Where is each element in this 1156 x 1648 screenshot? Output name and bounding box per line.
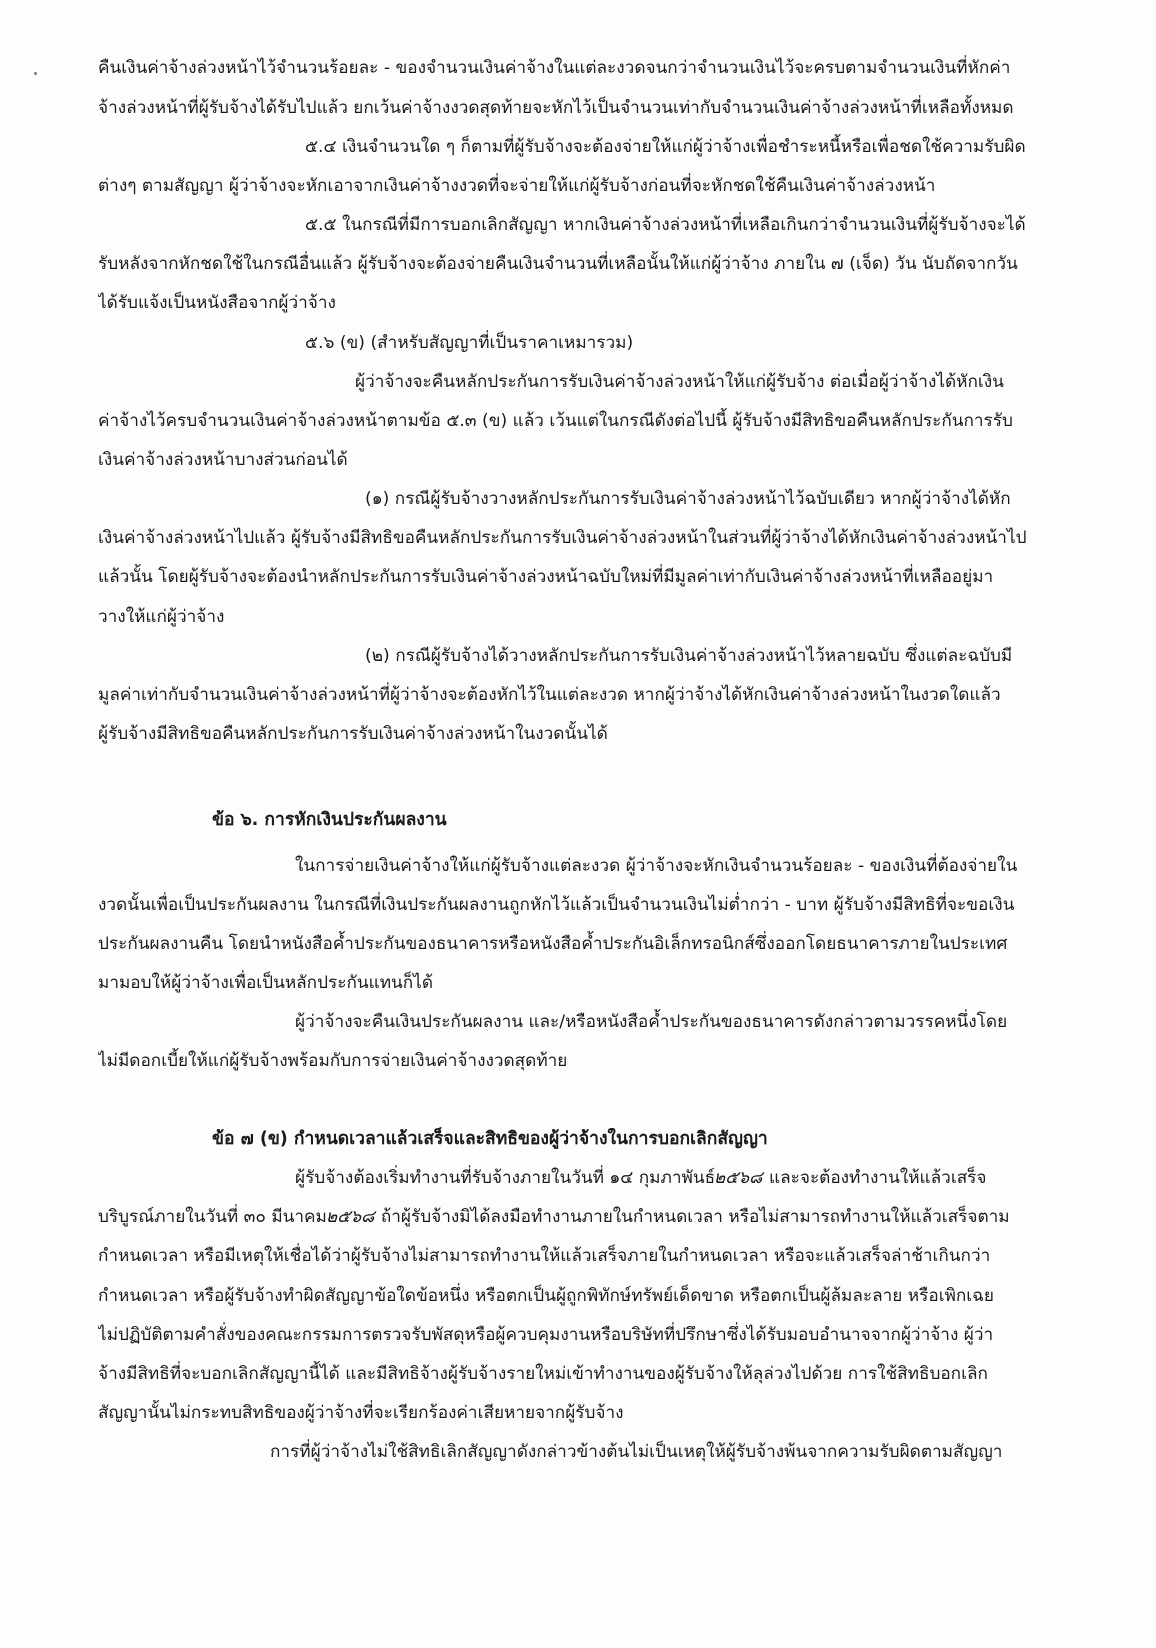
text-line: จ้างมีสิทธิที่จะบอกเลิกสัญญานี้ได้ และมีสิทธิจ้างผู้รับจ้างรายใหม่เข้าทำงานของผู้รับจ้างให้ลุล่วงไปด้วย การใช้สิทธิบอกเลิก [98,1364,988,1384]
text-line: คืนเงินค่าจ้างล่วงหน้าไว้จำนวนร้อยละ - ของจำนวนเงินค่าจ้างในแต่ละงวดจนกว่าจำนวนเงินไว้จะครบตามจำนวนเงินที่หักค่า [98,58,1011,78]
text-line: ผู้รับจ้างมีสิทธิขอคืนหลักประกันการรับเงินค่าจ้างล่วงหน้าในงวดนั้นได้ [98,724,608,744]
text-line: ๕.๖ (ข) (สำหรับสัญญาที่เป็นราคาเหมารวม) [305,333,634,353]
scan-speck [34,72,37,75]
text-line [98,1204,1058,1230]
text-line: ๕.๕ ในกรณีที่มีการบอกเลิกสัญญา หากเงินค่าจ้างล่วงหน้าที่เหลือเกินกว่าจำนวนเงินที่ผู้รับจ้างจะได้ [305,215,1026,235]
text-line: ในการจ่ายเงินค่าจ้างให้แก่ผู้รับจ้างแต่ละงวด ผู้ว่าจ้างจะหักเงินจำนวนร้อยละ - ของเงินที่ต้องจ่ายใน [295,856,1018,876]
text-line: ไม่มีดอกเบี้ยให้แก่ผู้รับจ้างพร้อมกับการจ่ายเงินค่าจ้างงวดสุดท้าย [98,1051,568,1071]
text-line: งวดนั้นเพื่อเป็นประกันผลงาน ในกรณีที่เงินประกันผลงานถูกหักไว้แล้วเป็นจำนวนเงินไม่ต่ำกว่า - บาท ผู้รับจ้างมีสิทธิที่จะขอเงิน [98,895,1015,915]
text-line: เงินค่าจ้างล่วงหน้าไปแล้ว ผู้รับจ้างมีสิทธิขอคืนหลักประกันการรับเงินค่าจ้างล่วงหน้าในส่วนที่ผู้ว่าจ้างได้หักเงินค่าจ้างล่วงหน้าไป [98,528,1027,548]
text-line: มามอบให้ผู้ว่าจ้างเพื่อเป็นหลักประกันแทนก็ได้ [98,973,433,993]
text-segment: ถ้าผู้รับจ้างมิได้ลงมือทำงานภายในกำหนดเวลา หรือไม่สามารถทำงานให้แล้วเสร็จตาม [375,1207,1010,1227]
text-line: รับหลังจากหักชดใช้ในกรณีอื่นแล้ว ผู้รับจ้างจะต้องจ่ายคืนเงินจำนวนที่เหลือนั้นให้แก่ผู้ว่าจ้าง ภายใน ๗ (เจ็ด) วัน นับถัดจากวัน [98,254,1018,274]
text-line: ค่าจ้างไว้ครบจำนวนเงินค่าจ้างล่วงหน้าตามข้อ ๕.๓ (ข) แล้ว เว้นแต่ในกรณีดังต่อไปนี้ ผู้รับจ้างมีสิทธิขอคืนหลักประกันการรับ [98,411,1013,431]
text-line: กำหนดเวลา หรือผู้รับจ้างทำผิดสัญญาข้อใดข้อหนึ่ง หรือตกเป็นผู้ถูกพิทักษ์ทรัพย์เด็ดขาด หรือตกเป็นผู้ล้มละลาย หรือเพิกเฉย [98,1286,994,1306]
handwritten-year: ๒๕๖๘ [711,1165,768,1191]
text-line [295,1165,1058,1191]
text-line: ประกันผลงานคืน โดยนำหนังสือค้ำประกันของธนาคารหรือหนังสือค้ำประกันอิเล็กทรอนิกส์ซึ่งออกโดยธนาคารภายในประเทศ [98,934,1008,954]
text-line: วางให้แก่ผู้ว่าจ้าง [98,607,225,627]
section-heading: ข้อ ๖. การหักเงินประกันผลงาน [212,810,447,830]
text-line: ต่างๆ ตามสัญญา ผู้ว่าจ้างจะหักเอาจากเงินค่าจ้างงวดที่จะจ่ายให้แก่ผู้รับจ้างก่อนที่จะหักชดใช้คืนเงินค่าจ้างล่วงหน้า [98,176,936,196]
text-line: แล้วนั้น โดยผู้รับจ้างจะต้องนำหลักประกันการรับเงินค่าจ้างล่วงหน้าฉบับใหม่ที่มีมูลค่าเท่ากับเงินค่าจ้างล่วงหน้าที่เหลืออยู่มา [98,567,994,587]
text-line: (๒) กรณีผู้รับจ้างได้วางหลักประกันการรับเงินค่าจ้างล่วงหน้าไว้หลายฉบับ ซึ่งแต่ละฉบับมี [365,646,1013,666]
text-segment: ผู้รับจ้างต้องเริ่มทำงานที่รับจ้างภายในวันที่ ๑๔ กุมภาพันธ์ [295,1168,716,1188]
text-line: การที่ผู้ว่าจ้างไม่ใช้สิทธิเลิกสัญญาดังกล่าวข้างต้นไม่เป็นเหตุให้ผู้รับจ้างพ้นจากความรับผิดตามสัญญา [270,1442,1003,1462]
text-line: ๕.๔ เงินจำนวนใด ๆ ก็ตามที่ผู้รับจ้างจะต้องจ่ายให้แก่ผู้ว่าจ้างเพื่อชำระหนี้หรือเพื่อชดใช้ความรับผิด [305,137,1026,157]
text-line: จ้างล่วงหน้าที่ผู้รับจ้างได้รับไปแล้ว ยกเว้นค่าจ้างงวดสุดท้ายจะหักไว้เป็นจำนวนเท่ากับจำนวนเงินค่าจ้างล่วงหน้าที่เหลือทั้งหมด [98,98,1014,118]
text-line: ผู้ว่าจ้างจะคืนเงินประกันผลงาน และ/หรือหนังสือค้ำประกันของธนาคารดังกล่าวตามวรรคหนึ่งโดย [295,1012,1008,1032]
text-line: มูลค่าเท่ากับจำนวนเงินค่าจ้างล่วงหน้าที่ผู้ว่าจ้างจะต้องหักไว้ในแต่ละงวด หากผู้ว่าจ้างได้หักเงินค่าจ้างล่วงหน้าในงวดใดแล้ว [98,685,1001,705]
handwritten-year: ๒๕๖๘ [323,1204,380,1230]
text-line: สัญญานั้นไม่กระทบสิทธิของผู้ว่าจ้างที่จะเรียกร้องค่าเสียหายจากผู้รับจ้าง [98,1403,624,1423]
section-heading: ข้อ ๗ (ข) กำหนดเวลาแล้วเสร็จและสิทธิของผู้ว่าจ้างในการบอกเลิกสัญญา [212,1129,768,1149]
text-segment: บริบูรณ์ภายในวันที่ ๓๐ มีนาคม [98,1207,327,1227]
text-line: เงินค่าจ้างล่วงหน้าบางส่วนก่อนได้ [98,450,348,470]
text-line: ไม่ปฏิบัติตามคำสั่งของคณะกรรมการตรวจรับพัสดุหรือผู้ควบคุมงานหรือบริษัทที่ปรึกษาซึ่งได้รับมอบอำนาจจากผู้ว่าจ้าง ผู้ว่า [98,1325,994,1345]
text-line: (๑) กรณีผู้รับจ้างวางหลักประกันการรับเงินค่าจ้างล่วงหน้าไว้ฉบับเดียว หากผู้ว่าจ้างได้หัก [365,489,1011,509]
text-line: กำหนดเวลา หรือมีเหตุให้เชื่อได้ว่าผู้รับจ้างไม่สามารถทำงานให้แล้วเสร็จภายในกำหนดเวลา หรือจะแล้วเสร็จล่าช้าเกินกว่า [98,1246,991,1266]
text-line: ผู้ว่าจ้างจะคืนหลักประกันการรับเงินค่าจ้างล่วงหน้าให้แก่ผู้รับจ้าง ต่อเมื่อผู้ว่าจ้างได้หักเงิน [355,372,1004,392]
text-segment: และจะต้องทำงานให้แล้วเสร็จ [763,1168,987,1188]
text-line: ได้รับแจ้งเป็นหนังสือจากผู้ว่าจ้าง [98,293,336,313]
